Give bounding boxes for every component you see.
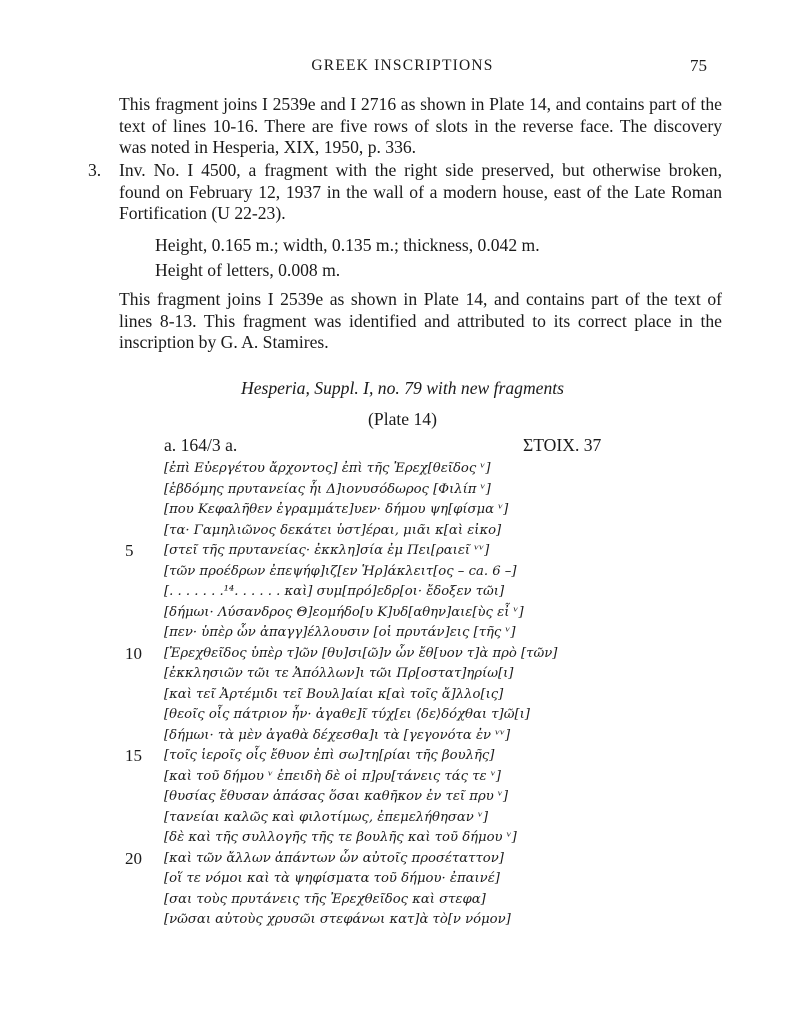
line-number-column [125,459,155,869]
inscription-line: [. . . . . . .¹⁴. . . . . . καὶ] συμ[πρό]εδρ[οι· ἔδοξεν τῶι] [164,584,505,599]
inscription-line: [θυσίας ἔθυσαν ἁπάσας ὅσαι καθῆκον ἐν τεῖ πρυ ᵛ] [164,789,508,804]
line-number: 15 [125,746,142,765]
inscription-line: [τανείαι καλῶς καὶ φιλοτίμως, ἐπεμελήθησαν ᵛ] [164,809,489,825]
date-label: a. 164/3 a. [164,435,238,455]
stoichedon-label: ΣΤΟΙΧ. 37 [523,435,602,455]
inscription-line: [καὶ τεῖ Ἀρτέμιδι τεῖ Βουλ]αίαι κ[αὶ τοῖς ἄ]λλο[ις] [164,686,504,702]
inscription-line: [καὶ τῶν ἄλλων ἁπάντων ὧν αὐτοῖς προσέταττον] [164,850,504,866]
dimensions-block [155,233,540,283]
inscription-line: [δήμωι· τὰ μὲν ἀγαθὰ δέχεσθα]ι τὰ [γεγονότα ἐν ᵛᵛ] [164,727,511,743]
item-number: 3. [88,160,102,180]
dimensions-line: Height, 0.165 m.; width, 0.135 m.; thickness, 0.042 m. [155,235,540,255]
paragraph-identification: This fragment joins I 2539e as shown in Plate 14, and contains part of the text of lines 8-13. This fragment was identified and attributed to its correct place in the inscription by G. A. Stamires. [119,289,722,352]
inscription-line: [δήμωι· Λύσανδρος Θ]εομήδο[υ Κ]υδ[αθην]αιε[ὺς εἶ ᵛ] [164,604,524,620]
inscription-line: [δὲ καὶ τῆς συλλογῆς τῆς τε βουλῆς καὶ τοῦ δήμου ᵛ] [164,830,517,845]
inscription-line: [τοῖς ἱεροῖς οἷς ἔθυον ἐπὶ σω]τη[ρίαι τῆς βουλῆς] [164,748,495,763]
line-number: 5 [125,541,134,560]
inscription-line: [τῶν προέδρων ἐπεψήφ]ιζ[εν Ἡρ]άκλειτ[ος – ca. 6 –] [164,563,517,579]
inscription-reference-title: Hesperia, Suppl. I, no. 79 with new fragments [240,378,565,398]
inscription-line: [που Κεφαλῆθεν ἐγραμμάτε]υεν· δήμου ψη[φίσμα ᵛ] [164,502,509,517]
line-number: 10 [125,643,142,663]
inscription-line: [ἐπὶ Εὐεργέτου ἄρχοντος] ἐπὶ τῆς Ἐρεχ[θεῖδος ᵛ] [164,461,491,476]
page-number: 75 [690,56,707,75]
inscription-line: [τα· Γαμηλιῶνος δεκάτει ὑστ]έραι, μιᾶι κ[αὶ εἰκο] [164,522,502,538]
inscription-line: [νῶσαι αὐτοὺς χρυσῶι στεφάνωι κατ]ὰ τὸ[ν νόμον] [164,912,511,927]
inscription-line: [ἑβδόμης πρυτανείας ἧι Δ]ιονυσόδωρος [Φιλίπ ᵛ] [164,481,491,497]
inscription-text [164,459,644,931]
inscription-line: [οἵ τε νόμοι καὶ τὰ ψηφίσματα τοῦ δήμου· ἐπαινέ] [164,871,500,886]
inscription-line: [ἐκκλησιῶν τῶι τε Ἀπόλλων]ι τῶι Πρ[οστατ]ηρίω[ι] [164,666,514,681]
letter-height-line: Height of letters, 0.008 m. [155,260,341,280]
inscription-line: [καὶ τοῦ δήμου ᵛ ἐπειδὴ δὲ οἱ π]ρυ[τάνεις τάς τε ᵛ] [164,768,501,784]
paragraph-fragment-join: This fragment joins I 2539e and I 2716 as shown in Plate 14, and contains part of the text of lines 10-16. There are five rows of slots in the reverse face. The discovery was noted in Hesperia, XIX, 1950, p. 336. [119,94,722,157]
line-number: 20 [125,848,142,868]
inscription-line: [Ἐρεχθεῖδος ὑπὲρ τ]ῶν [θυ]σι[ῶ]ν ὧν ἔθ[υον τ]ὰ πρὸ [τῶν] [164,645,558,661]
inscription-line: [πεν· ὑπὲρ ὧν ἀπαγγ]έλλουσιν [οἱ πρυτάν]εις [τῆς ᵛ] [164,625,516,640]
inscription-line: [σαι τοὺς πρυτάνεις τῆς Ἐρεχθεῖδος καὶ στεφα] [164,891,486,907]
paragraph-inventory: Inv. No. I 4500, a fragment with the right side preserved, but otherwise broken, found on February 12, 1937 in the wall of a modern house, east of the Late Roman Fortification (U 22-23). [119,160,722,223]
inscription-line: [θεοῖς οἷς πάτριον ἦν· ἀγαθε]ῖ τύχ[ει ⟨δε⟩δόχθαι τ]ῶ[ι] [164,707,530,722]
inscription-line: [στεῖ τῆς πρυτανείας· ἐκκλη]σία ἐμ Πει[ραιεῖ ᵛᵛ] [164,543,490,558]
plate-reference: (Plate 14) [368,409,437,429]
running-header: GREEK INSCRIPTIONS [311,57,494,74]
